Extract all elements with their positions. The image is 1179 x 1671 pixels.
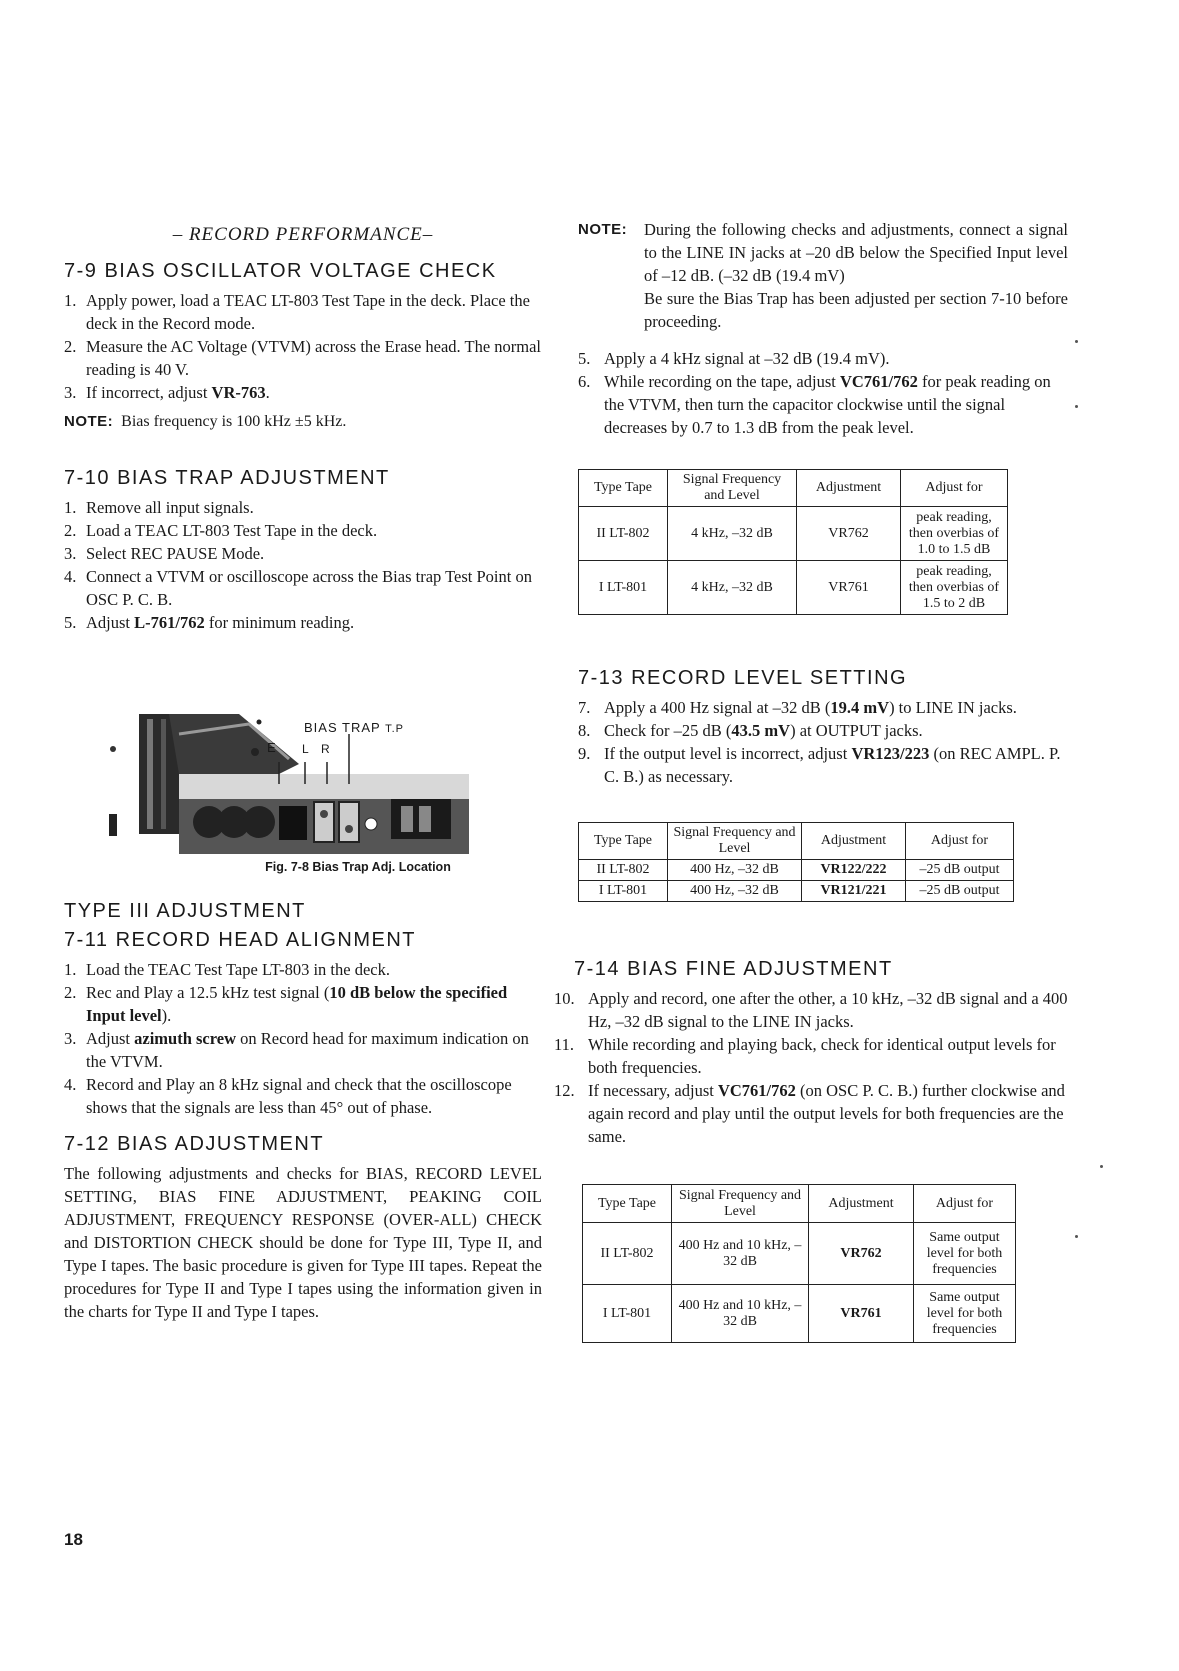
list-item <box>578 347 1068 370</box>
item-text: Check for –25 dB ( <box>604 721 732 740</box>
table-record-level <box>578 822 1014 902</box>
table-row <box>579 860 1014 881</box>
note-text: Bias frequency is 100 kHz ±5 kHz. <box>121 413 347 430</box>
circuit-board-photo <box>109 714 469 854</box>
table-row <box>583 1285 1016 1343</box>
table-bias-fine <box>582 1184 1016 1343</box>
item-number: 4. <box>64 1075 77 1094</box>
list-item <box>554 1033 1068 1079</box>
item-number: 6. <box>578 372 591 391</box>
paragraph-7-12: The following adjustments and checks for BIAS, RECORD LEVEL SETTING, BIAS FINE ADJUSTMENT, PEAKING COIL ADJUSTMENT, FREQUENCY RESPONSE (OVER-ALL) CHECK and DISTORTION CHECK should be done for Type III, Type II, and Type I tapes. The basic procedure is given for Type III tapes. Repeat the procedures for Type II and Type I tapes using the information given in the charts for Type II and Type I tapes. <box>64 1164 542 1321</box>
item-text: If the output level is incorrect, adjust <box>604 744 852 763</box>
figure-caption: Fig. 7-8 Bias Trap Adj. Location <box>265 860 451 874</box>
table-cell: 400 Hz, –32 dB <box>668 860 802 881</box>
list-item <box>64 565 542 611</box>
item-number: 1. <box>64 960 77 979</box>
item-text: on Record head for maximum indication on the VTVM. <box>86 1029 529 1071</box>
table-cell: 400 Hz and 10 kHz, –32 dB <box>672 1285 809 1343</box>
heading-type-iii: TYPE III ADJUSTMENT <box>64 900 306 922</box>
item-text: Remove all input signals. <box>86 498 254 517</box>
item-bold: VR123/223 <box>851 744 930 763</box>
heading-7-11: 7-11 RECORD HEAD ALIGNMENT <box>64 929 417 951</box>
list-7-11 <box>64 958 542 1119</box>
item-text: Adjust <box>86 613 135 632</box>
item-text: ) at OUTPUT jacks. <box>790 721 923 740</box>
item-text: If incorrect, adjust <box>86 383 212 402</box>
item-bold: VC761/762 <box>717 1081 796 1100</box>
item-text: Load a TEAC LT-803 Test Tape in the deck. <box>86 521 378 540</box>
note-block <box>578 218 1068 333</box>
list-item <box>64 519 542 542</box>
item-bold: L-761/762 <box>134 613 205 632</box>
item-text: Apply a 400 Hz signal at –32 dB ( <box>604 698 831 717</box>
item-text: ). <box>161 1006 172 1025</box>
table-header-row <box>579 823 1014 860</box>
list-item <box>578 719 1068 742</box>
table-header-row <box>583 1185 1016 1223</box>
note-text <box>644 218 1068 333</box>
table-header-cell: Type Tape <box>583 1185 672 1223</box>
item-bold: VC761/762 <box>839 372 918 391</box>
item-number: 2. <box>64 337 77 356</box>
note-text-2: Be sure the Bias Trap has been adjusted per section 7-10 before proceeding. <box>644 289 1068 331</box>
list-item <box>578 370 1068 439</box>
table-header-cell: Adjustment <box>802 823 906 860</box>
item-number: 1. <box>64 498 77 517</box>
table-header-cell: Type Tape <box>579 470 668 507</box>
table-cell: I LT-801 <box>579 561 668 615</box>
table-cell: II LT-802 <box>579 860 668 881</box>
list-item <box>578 742 1068 788</box>
item-number: 7. <box>578 698 591 717</box>
note-label: NOTE: <box>64 413 114 430</box>
table-cell: II LT-802 <box>579 507 668 561</box>
item-number: 2. <box>64 521 77 540</box>
heading-7-12: 7-12 BIAS ADJUSTMENT <box>64 1133 325 1155</box>
item-text: Load the TEAC Test Tape LT-803 in the deck. <box>86 960 390 979</box>
item-text: While recording on the tape, adjust <box>604 372 840 391</box>
list-item <box>64 1073 542 1119</box>
item-number: 2. <box>64 983 77 1002</box>
table-row <box>583 1223 1016 1285</box>
table-cell: VR761 <box>797 561 901 615</box>
item-number: 10. <box>554 989 575 1008</box>
table-cell: I LT-801 <box>579 881 668 902</box>
list-bias <box>578 347 1068 439</box>
item-text: Rec and Play a 12.5 kHz test signal ( <box>86 983 330 1002</box>
table-header-cell: Adjustment <box>809 1185 914 1223</box>
list-7-10 <box>64 496 542 634</box>
scan-speck <box>1075 1235 1078 1238</box>
item-text: While recording and playing back, check for identical output levels for both frequencies. <box>588 1035 1056 1077</box>
table-cell: VR762 <box>797 507 901 561</box>
right-column <box>554 218 1068 1343</box>
heading-7-13: 7-13 RECORD LEVEL SETTING <box>578 667 908 689</box>
bias-trap-photo <box>109 714 469 854</box>
list-item <box>554 987 1068 1033</box>
table-cell: VR762 <box>809 1223 914 1285</box>
item-text: Apply a 4 kHz signal at –32 dB (19.4 mV). <box>604 349 890 368</box>
table-cell: VR121/221 <box>802 881 906 902</box>
list-item <box>64 381 542 404</box>
item-number: 12. <box>554 1081 575 1100</box>
list-7-9 <box>64 289 542 404</box>
table-row <box>579 561 1008 615</box>
item-bold: VR-763 <box>211 383 266 402</box>
table-cell: VR761 <box>809 1285 914 1343</box>
table-cell: VR122/222 <box>802 860 906 881</box>
list-item <box>554 1079 1068 1148</box>
list-item <box>64 289 542 335</box>
section-header: – RECORD PERFORMANCE– <box>172 224 434 245</box>
table-cell: II LT-802 <box>583 1223 672 1285</box>
label-l: L <box>302 742 309 756</box>
scan-speck <box>1075 405 1078 408</box>
table-header-cell: Signal Frequency and Level <box>668 470 797 507</box>
table-header-row <box>579 470 1008 507</box>
item-number: 11. <box>554 1035 575 1054</box>
table-header-cell: Adjust for <box>914 1185 1016 1223</box>
item-number: 8. <box>578 721 591 740</box>
item-text: Select REC PAUSE Mode. <box>86 544 265 563</box>
table-cell: Same output level for both frequencies <box>914 1223 1016 1285</box>
label-bias-trap-text: BIAS TRAP <box>304 720 381 735</box>
item-number: 4. <box>64 567 77 586</box>
list-7-13 <box>578 696 1068 788</box>
item-number: 3. <box>64 1029 77 1048</box>
note-bias-frequency <box>64 410 542 433</box>
label-e: E <box>267 740 276 755</box>
scan-speck <box>1075 340 1078 343</box>
list-item <box>64 958 542 981</box>
item-text: for minimum reading. <box>204 613 355 632</box>
list-item <box>64 981 542 1027</box>
table-cell: peak reading, then overbias of 1.0 to 1.5 dB <box>901 507 1008 561</box>
table-cell: I LT-801 <box>583 1285 672 1343</box>
list-item <box>64 611 542 634</box>
item-text: . <box>265 383 270 402</box>
list-item <box>64 335 542 381</box>
item-text: Apply power, load a TEAC LT-803 Test Tape in the deck. Place the deck in the Record mode. <box>86 291 530 333</box>
item-number: 1. <box>64 291 77 310</box>
item-text: If necessary, adjust <box>588 1081 718 1100</box>
heading-7-10: 7-10 BIAS TRAP ADJUSTMENT <box>64 467 390 489</box>
note-text-1: During the following checks and adjustments, connect a signal to the LINE IN jacks at –20 dB below the Specified Input level of –12 dB. (–32 dB (19.4 mV) <box>644 220 1068 285</box>
heading-7-14: 7-14 BIAS FINE ADJUSTMENT <box>574 958 893 980</box>
label-test-point: T.P <box>385 723 404 735</box>
list-7-14 <box>554 987 1068 1148</box>
table-cell: –25 dB output <box>906 860 1014 881</box>
scan-speck <box>1100 1165 1103 1168</box>
table-cell: peak reading, then overbias of 1.5 to 2 dB <box>901 561 1008 615</box>
list-item <box>64 1027 542 1073</box>
left-column <box>64 218 542 1323</box>
table-cell: 400 Hz and 10 kHz, –32 dB <box>672 1223 809 1285</box>
item-bold: 19.4 mV <box>830 698 890 717</box>
table-cell: 4 kHz, –32 dB <box>668 561 797 615</box>
table-header-cell: Adjust for <box>901 470 1008 507</box>
item-bold: azimuth screw <box>134 1029 237 1048</box>
table-cell: 400 Hz, –32 dB <box>668 881 802 902</box>
label-bias-trap <box>304 720 404 735</box>
item-text: ) to LINE IN jacks. <box>889 698 1017 717</box>
page-number: 18 <box>64 1530 83 1549</box>
item-text: Record and Play an 8 kHz signal and check that the oscilloscope shows that the signals are less than 45° out of phase. <box>86 1075 512 1117</box>
list-item <box>578 696 1068 719</box>
item-text: for peak reading on the VTVM, then turn the capacitor clockwise until the signal decreases by 0.7 to 1.3 dB from the peak level. <box>604 372 1051 437</box>
table-header-cell: Signal Frequency and Level <box>672 1185 809 1223</box>
item-text: Connect a VTVM or oscilloscope across the Bias trap Test Point on OSC P. C. B. <box>86 567 532 609</box>
table-cell: –25 dB output <box>906 881 1014 902</box>
table-cell: 4 kHz, –32 dB <box>668 507 797 561</box>
item-number: 3. <box>64 383 77 402</box>
item-text: Apply and record, one after the other, a 10 kHz, –32 dB signal and a 400 Hz, –32 dB signal to the LINE IN jacks. <box>588 989 1068 1031</box>
item-number: 3. <box>64 544 77 563</box>
table-cell: Same output level for both frequencies <box>914 1285 1016 1343</box>
item-number: 5. <box>64 613 77 632</box>
table-bias <box>578 469 1008 615</box>
label-r: R <box>321 742 330 756</box>
item-text: Measure the AC Voltage (VTVM) across the Erase head. The normal reading is 40 V. <box>86 337 541 379</box>
table-row <box>579 507 1008 561</box>
table-header-cell: Adjust for <box>906 823 1014 860</box>
table-row <box>579 881 1014 902</box>
table-header-cell: Type Tape <box>579 823 668 860</box>
item-text: (on REC AMPL. P. C. B.) as necessary. <box>604 744 1061 786</box>
item-text: Adjust <box>86 1029 135 1048</box>
list-item <box>64 542 542 565</box>
list-item <box>64 496 542 519</box>
item-text: (on OSC P. C. B.) further clockwise and again record and play until the output levels for both frequencies are the same. <box>588 1081 1065 1146</box>
note-label: NOTE: <box>578 221 628 238</box>
item-bold: 10 dB below the specified Input level <box>86 983 508 1025</box>
item-number: 9. <box>578 744 591 763</box>
item-bold: 43.5 mV <box>731 721 791 740</box>
heading-7-9: 7-9 BIAS OSCILLATOR VOLTAGE CHECK <box>64 260 497 282</box>
item-number: 5. <box>578 349 591 368</box>
table-header-cell: Adjustment <box>797 470 901 507</box>
table-header-cell: Signal Frequency and Level <box>668 823 802 860</box>
